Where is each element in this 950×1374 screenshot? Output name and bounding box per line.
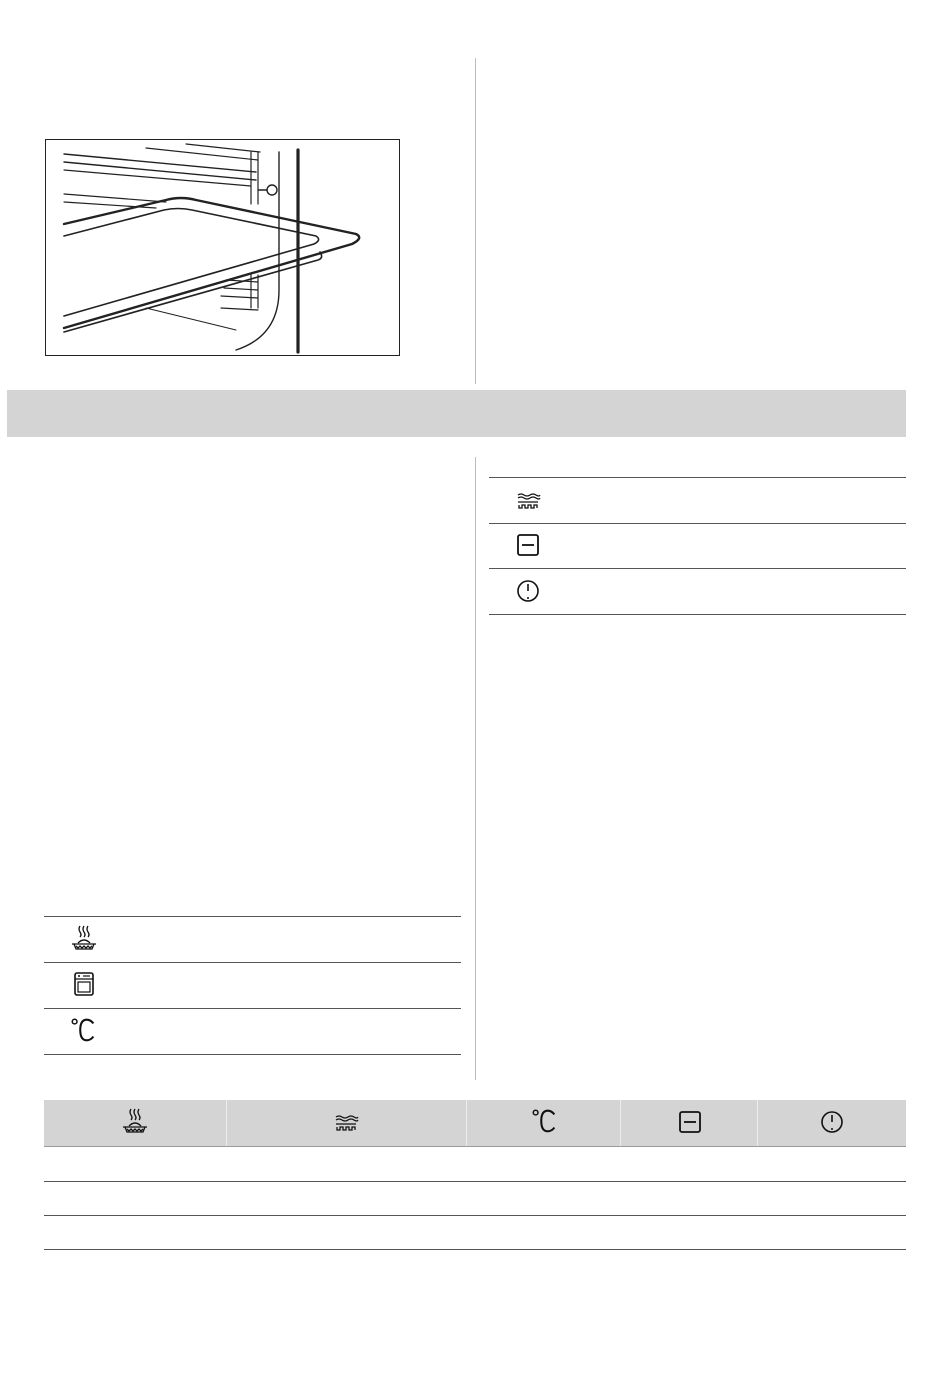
section-header-bar (7, 390, 906, 437)
table-row (44, 1146, 906, 1147)
list-item (513, 576, 543, 606)
table-row (44, 1215, 906, 1216)
list-item (69, 969, 99, 999)
steam-dish-icon (120, 1106, 150, 1136)
left-list-rule-3 (44, 1054, 461, 1055)
table-column-separator (226, 1100, 227, 1146)
bottom-heat-icon (332, 1112, 360, 1134)
table-column-separator (466, 1100, 467, 1146)
table-header-cell (120, 1106, 150, 1136)
celsius-icon (530, 1106, 560, 1136)
oven-shelf-tray-illustration-icon (46, 140, 399, 355)
celsius-icon (69, 1015, 99, 1045)
list-item (69, 1015, 99, 1045)
bottom-heat-icon (514, 490, 542, 512)
minus-box-icon (515, 532, 541, 558)
table-row (44, 1181, 906, 1182)
table-header-cell (675, 1107, 705, 1137)
left-list-rule-1 (44, 962, 461, 963)
oven-tray-illustration (45, 139, 400, 356)
right-list-rule-0 (489, 477, 906, 478)
column-divider-top (475, 58, 476, 384)
minus-box-icon (677, 1109, 703, 1135)
table-header (44, 1100, 906, 1146)
right-list-rule-2 (489, 568, 906, 569)
left-list-rule-0 (44, 916, 461, 917)
clock-icon (819, 1109, 845, 1135)
column-divider-middle (475, 457, 476, 1080)
table-header-cell (817, 1107, 847, 1137)
list-item (513, 530, 543, 560)
list-item (513, 486, 543, 516)
table-row (44, 1249, 906, 1250)
clock-icon (515, 578, 541, 604)
list-item (69, 923, 99, 953)
oven-cavity-icon (71, 970, 97, 998)
steam-dish-icon (69, 923, 99, 953)
table-column-separator (757, 1100, 758, 1146)
right-list-rule-1 (489, 523, 906, 524)
table-header-cell (331, 1108, 361, 1138)
table-column-separator (620, 1100, 621, 1146)
right-list-rule-3 (489, 614, 906, 615)
table-header-cell (530, 1106, 560, 1136)
left-list-rule-2 (44, 1008, 461, 1009)
